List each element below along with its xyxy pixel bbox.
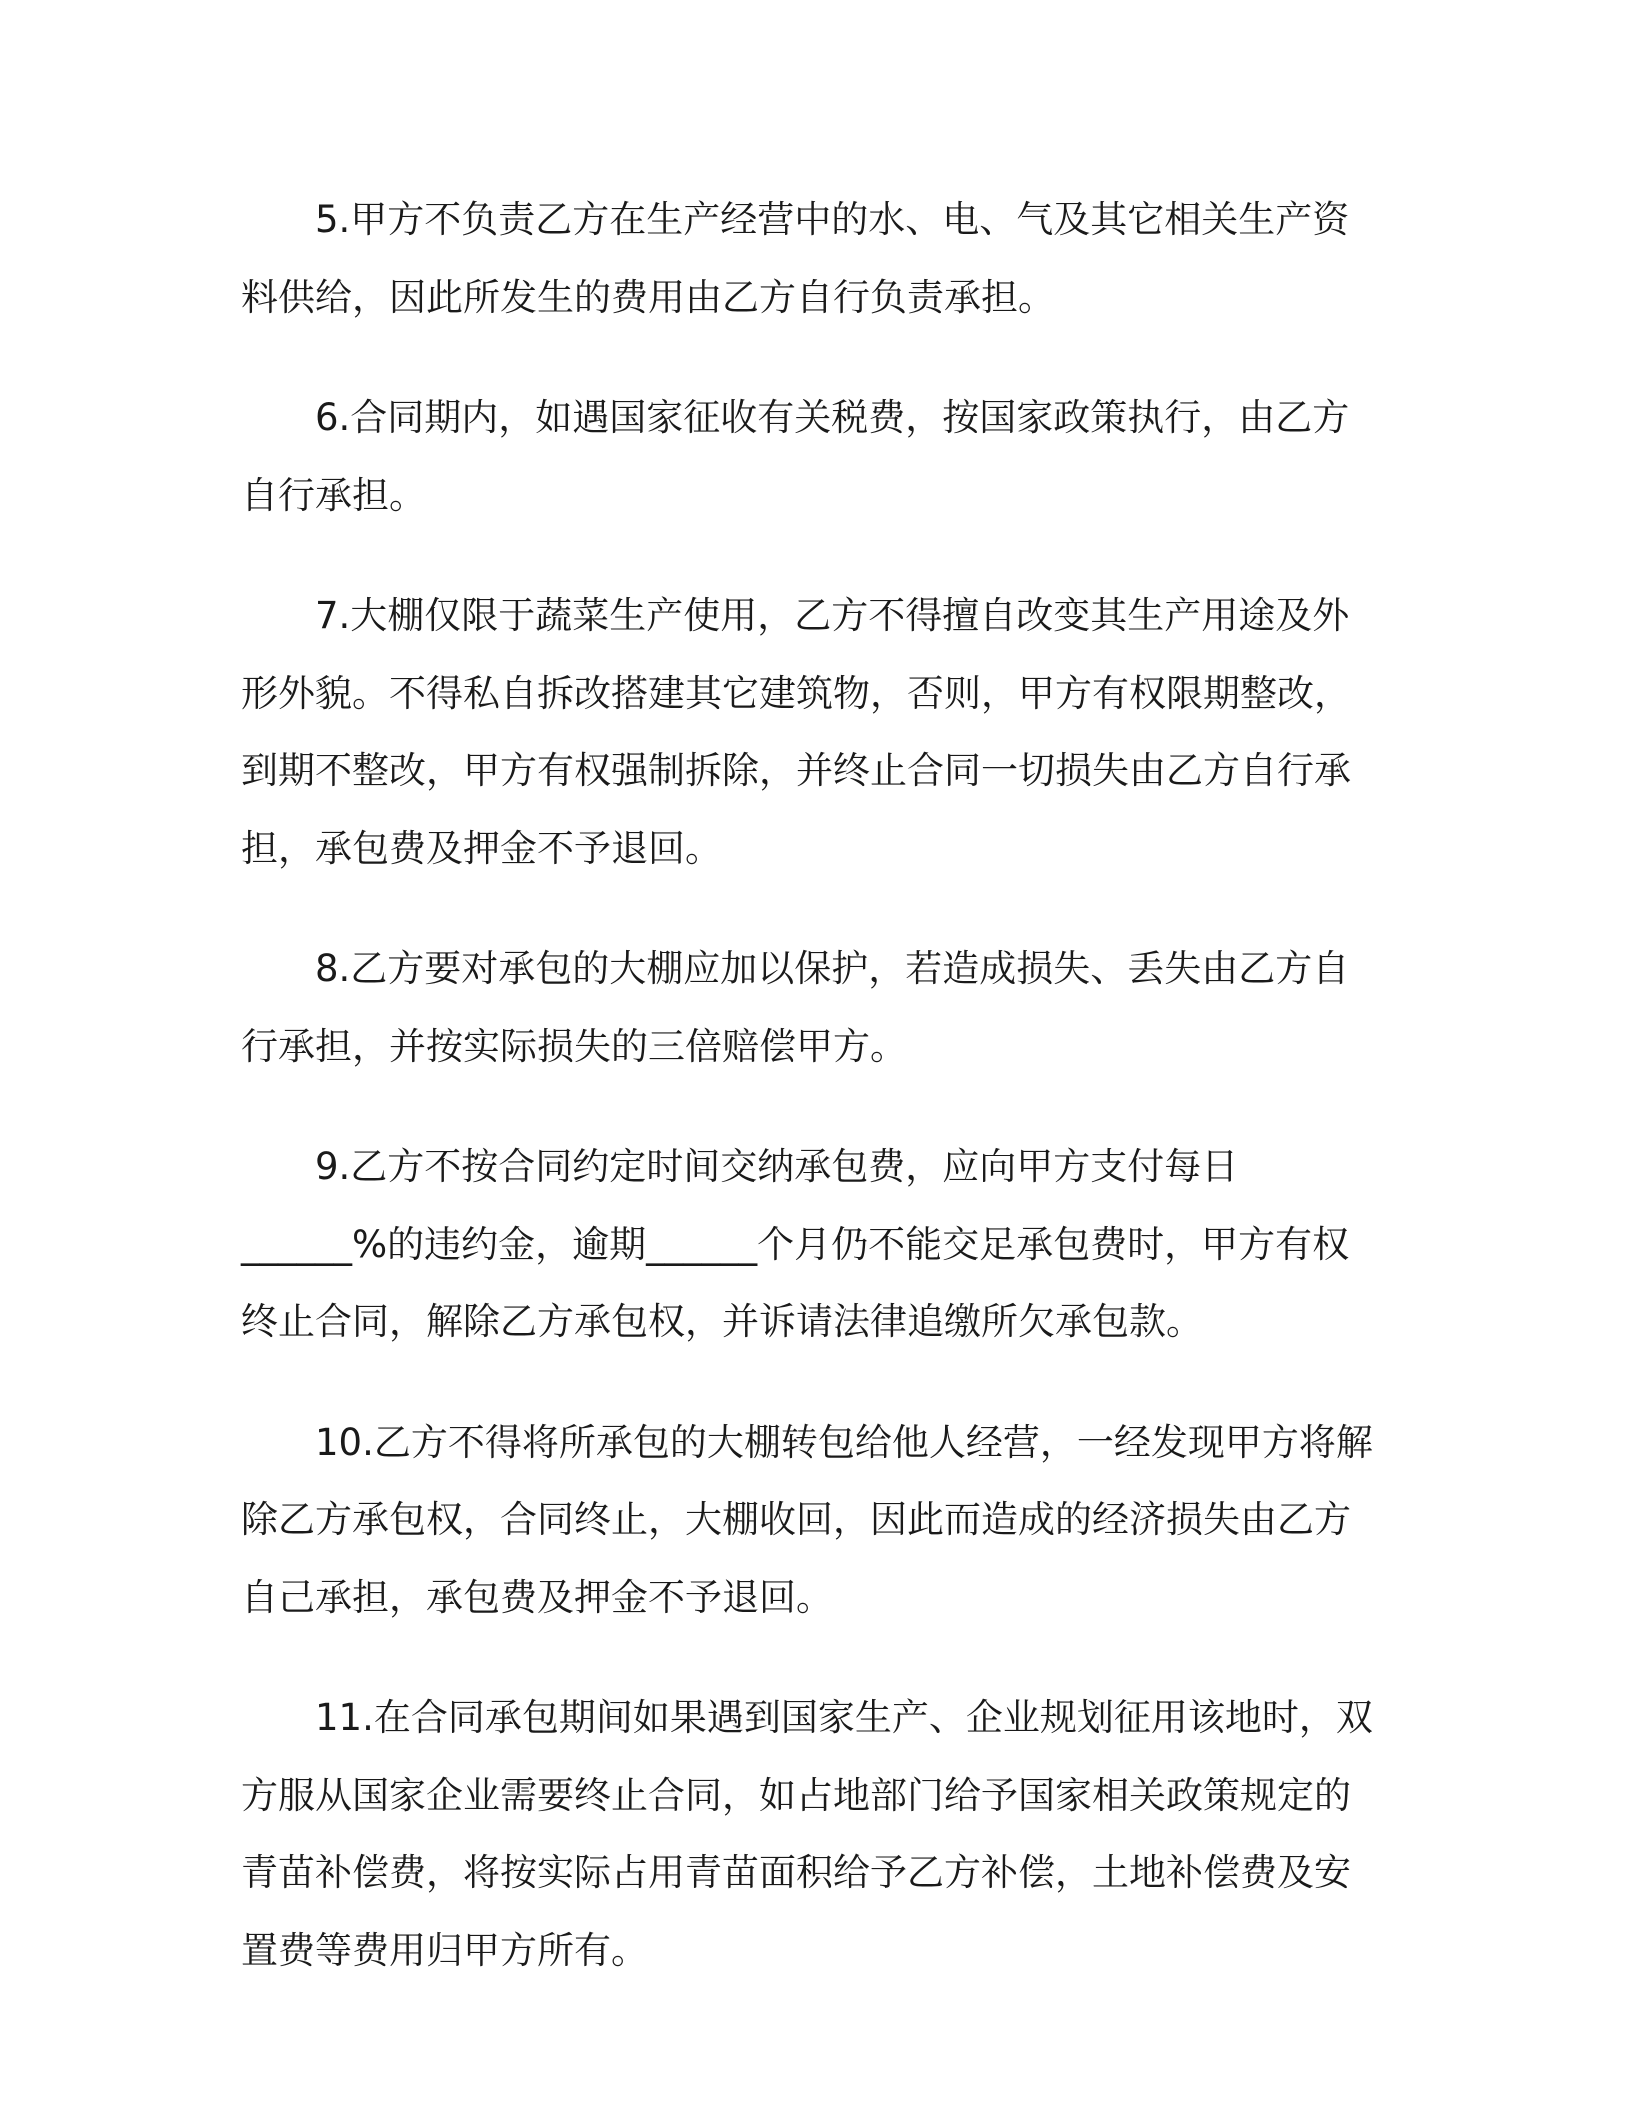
contract-body [241, 181, 1396, 2032]
clause-9 [241, 1128, 1396, 1361]
clause-5 [241, 181, 1396, 336]
clause-line: 9.乙方不按合同约定时间交纳承包费，应向甲方支付每日 [315, 1145, 1239, 1188]
clause-line: 担，承包费及押金不予退回。 [241, 826, 722, 870]
clause-10 [241, 1404, 1396, 1637]
clause-line: 6.合同期内，如遇国家征收有关税费，按国家政策执行，由乙方 [315, 396, 1350, 439]
clause-line: 7.大棚仅限于蔬菜生产使用，乙方不得擅自改变其生产用途及外 [315, 594, 1350, 637]
clause-line: 料供给，因此所发生的费用由乙方自行负责承担。 [241, 275, 1055, 319]
clause-line: 行承担，并按实际损失的三倍赔偿甲方。 [241, 1024, 907, 1068]
clause-line: 5.甲方不负责乙方在生产经营中的水、电、气及其它相关生产资 [315, 198, 1350, 241]
clause-6 [241, 379, 1396, 534]
clause-8 [241, 930, 1396, 1085]
clause-line: 形外貌。不得私自拆改搭建其它建筑物，否则，甲方有权限期整改， [241, 671, 1351, 715]
clause-line: 10.乙方不得将所承包的大棚转包给他人经营，一经发现甲方将解 [315, 1420, 1373, 1464]
clause-11 [241, 1679, 1396, 1989]
clause-line: ______%的违约金，逾期______个月仍不能交足承包费时，甲方有权 [241, 1222, 1350, 1266]
clause-line: 方服从国家企业需要终止合同，如占地部门给予国家相关政策规定的 [241, 1773, 1351, 1817]
clause-line: 终止合同，解除乙方承包权，并诉请法律追缴所欠承包款。 [241, 1300, 1203, 1343]
clause-7 [241, 577, 1396, 887]
clause-line: 11.在合同承包期间如果遇到国家生产、企业规划征用该地时，双 [315, 1696, 1373, 1739]
clause-line: 到期不整改，甲方有权强制拆除，并终止合同一切损失由乙方自行承 [241, 749, 1351, 792]
clause-line: 置费等费用归甲方所有。 [241, 1928, 648, 1972]
clause-line: 8.乙方要对承包的大棚应加以保护，若造成损失、丢失由乙方自 [315, 947, 1350, 990]
clause-line: 自行承担。 [241, 473, 426, 517]
clause-line: 除乙方承包权，合同终止，大棚收回，因此而造成的经济损失由乙方 [241, 1498, 1351, 1541]
clause-line: 青苗补偿费，将按实际占用青苗面积给予乙方补偿，土地补偿费及安 [241, 1851, 1351, 1894]
clause-line: 自己承担，承包费及押金不予退回。 [241, 1575, 833, 1619]
